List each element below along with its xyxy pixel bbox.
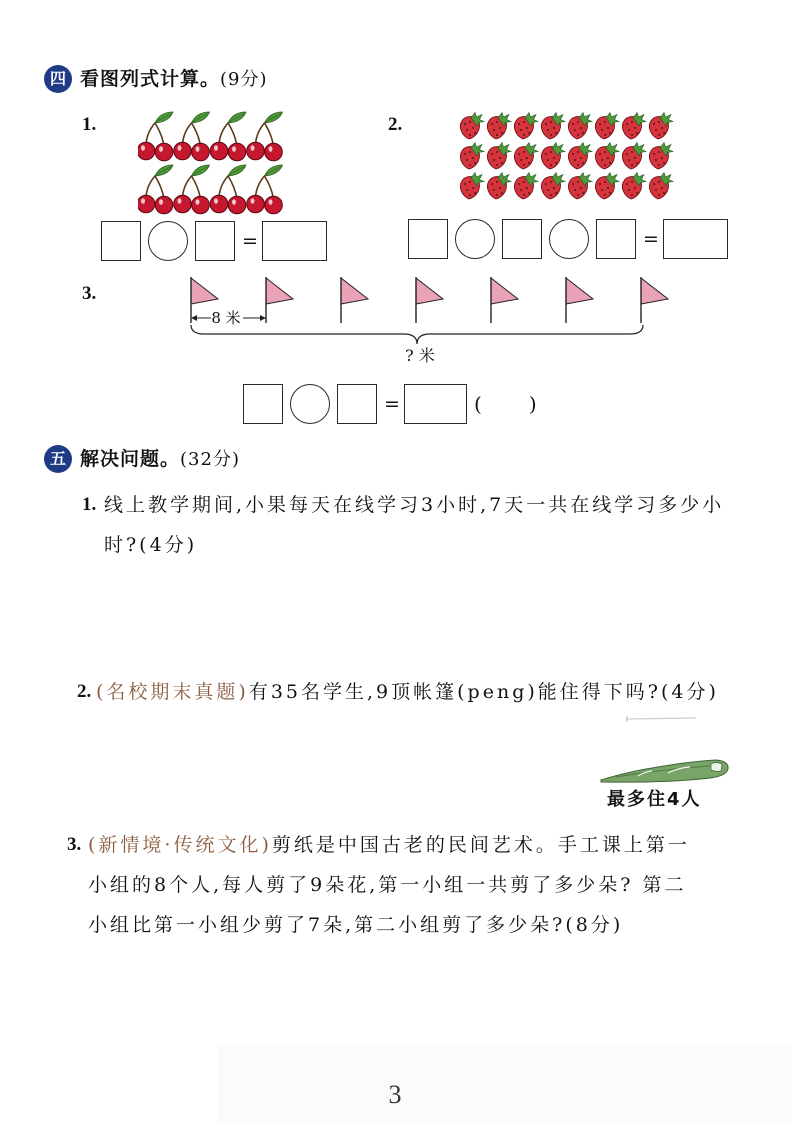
strawberry-seed bbox=[550, 194, 552, 196]
flag bbox=[566, 277, 593, 323]
answer-box bbox=[596, 219, 636, 259]
strawberry-seed bbox=[474, 162, 476, 164]
strawberry-seed bbox=[550, 151, 552, 153]
strawberry-seed bbox=[501, 132, 503, 134]
strawberry-seed bbox=[636, 192, 638, 194]
strawberry-seed bbox=[658, 164, 660, 166]
strawberry bbox=[460, 173, 484, 200]
scan-shade bbox=[218, 1046, 791, 1122]
strawberry-seed bbox=[547, 129, 549, 131]
strawberry-seed bbox=[599, 123, 601, 125]
cherry bbox=[265, 143, 283, 161]
strawberry-seed bbox=[493, 129, 495, 131]
strawberry-seed bbox=[545, 183, 547, 185]
strawberry-seed bbox=[628, 189, 630, 191]
strawberry-seed bbox=[572, 183, 574, 185]
strawberry-seed bbox=[574, 159, 576, 161]
strawberry-seed bbox=[634, 187, 636, 189]
strawberry-seed bbox=[469, 164, 471, 166]
question-number: 2. bbox=[77, 681, 92, 702]
result-box bbox=[663, 219, 728, 259]
question-text-line bbox=[96, 680, 728, 706]
strawberry-seed bbox=[604, 181, 606, 183]
cherry bbox=[210, 195, 228, 213]
question-text-line: 线上教学期间,小果每天在线学习3小时,7天一共在线学习多少小 bbox=[104, 494, 725, 516]
cherry-pair bbox=[247, 112, 283, 161]
question-text-line bbox=[88, 833, 728, 859]
cherry bbox=[210, 142, 228, 160]
arrow-head-right bbox=[260, 315, 266, 321]
strawberry-seed bbox=[547, 189, 549, 191]
strawberry-seed bbox=[626, 153, 628, 155]
flag-row bbox=[191, 277, 668, 323]
strawberry bbox=[649, 143, 673, 170]
strawberry bbox=[568, 173, 592, 200]
cherry bbox=[192, 196, 210, 214]
strawberry-seed bbox=[523, 134, 525, 136]
strawberry-seed bbox=[469, 194, 471, 196]
cherry-highlight bbox=[159, 146, 163, 152]
cherry-highlight bbox=[196, 199, 200, 205]
question-text-line: 时?(4分) bbox=[104, 534, 198, 556]
strawberry bbox=[595, 113, 619, 140]
strawberry-seed bbox=[469, 121, 471, 123]
answer-box bbox=[502, 219, 542, 259]
section-heading: 看图列式计算。 bbox=[80, 68, 221, 90]
strawberry-seed bbox=[572, 123, 574, 125]
strawberry-seed bbox=[491, 153, 493, 155]
cherry-highlight bbox=[141, 145, 145, 151]
strawberry-seed bbox=[553, 127, 555, 129]
strawberry bbox=[541, 143, 565, 170]
cherry-highlight bbox=[232, 146, 236, 152]
equation-row bbox=[408, 218, 728, 259]
strawberry-seed bbox=[631, 164, 633, 166]
strawberry bbox=[541, 173, 565, 200]
strawberry-seed bbox=[580, 157, 582, 159]
cherry-highlight bbox=[214, 198, 218, 204]
strawberry-seed bbox=[631, 134, 633, 136]
operator-circle bbox=[148, 221, 188, 261]
strawberry-seed bbox=[577, 121, 579, 123]
strawberry bbox=[568, 113, 592, 140]
equals-sign: = bbox=[242, 229, 258, 252]
strawberry-seed bbox=[464, 123, 466, 125]
page-number: 3 bbox=[388, 1080, 402, 1109]
strawberry-seed bbox=[553, 187, 555, 189]
cherries-picture bbox=[138, 110, 286, 216]
strawberry-seed bbox=[577, 194, 579, 196]
arrow-head-left bbox=[191, 315, 197, 321]
total-label: ? 米 bbox=[405, 346, 435, 365]
strawberry-seed bbox=[631, 181, 633, 183]
strawberry bbox=[460, 113, 484, 140]
cherry-highlight bbox=[141, 198, 145, 204]
strawberry-seed bbox=[496, 194, 498, 196]
unit-blank bbox=[489, 394, 522, 414]
strawberry-seed bbox=[655, 189, 657, 191]
strawberry-seed bbox=[655, 159, 657, 161]
strawberry-seed bbox=[626, 183, 628, 185]
strawberry-seed bbox=[464, 183, 466, 185]
strawberry-seed bbox=[655, 129, 657, 131]
question-number: 2. bbox=[388, 114, 403, 135]
flag-cloth bbox=[266, 278, 293, 304]
strawberry-seed bbox=[547, 159, 549, 161]
section-badge: 四 bbox=[44, 65, 72, 93]
cherry bbox=[228, 196, 246, 214]
strawberry-seed bbox=[607, 157, 609, 159]
strawberry-seed bbox=[609, 132, 611, 134]
strawberries-picture bbox=[458, 112, 678, 204]
strawberry-seed bbox=[599, 183, 601, 185]
strawberry-seed bbox=[658, 181, 660, 183]
strawberry-seed bbox=[658, 134, 660, 136]
strawberry-seed bbox=[628, 159, 630, 161]
operator-circle bbox=[290, 384, 330, 424]
cherry-highlight bbox=[269, 146, 273, 152]
strawberry-seed bbox=[582, 162, 584, 164]
answer-box bbox=[101, 221, 141, 261]
section-heading: 解决问题。 bbox=[80, 448, 181, 470]
strawberry-seed bbox=[474, 132, 476, 134]
question-text-line: 小组的8个人,每人剪了9朵花,第一小组一共剪了多少朵? 第二 bbox=[88, 874, 687, 896]
strawberry bbox=[487, 143, 511, 170]
strawberry-seed bbox=[553, 157, 555, 159]
cherry bbox=[174, 195, 192, 213]
strawberry bbox=[514, 113, 538, 140]
strawberry-seed bbox=[577, 151, 579, 153]
flag-cloth bbox=[491, 278, 518, 304]
strawberry-seed bbox=[663, 162, 665, 164]
tent-picture bbox=[598, 710, 730, 786]
strawberry-seed bbox=[496, 134, 498, 136]
flag bbox=[491, 277, 518, 323]
strawberry-seed bbox=[526, 127, 528, 129]
equals-sign: = bbox=[643, 227, 659, 250]
strawberry-seed bbox=[631, 121, 633, 123]
strawberry-seed bbox=[545, 123, 547, 125]
cherry-pair bbox=[210, 112, 246, 161]
strawberry-seed bbox=[577, 181, 579, 183]
strawberry-seed bbox=[604, 121, 606, 123]
strawberry-seed bbox=[555, 132, 557, 134]
strawberry-seed bbox=[496, 164, 498, 166]
cherry bbox=[247, 195, 265, 213]
equation-row bbox=[101, 220, 327, 261]
strawberry-seed bbox=[577, 134, 579, 136]
answer-box bbox=[408, 219, 448, 259]
strawberry-seed bbox=[661, 187, 663, 189]
strawberry-seed bbox=[523, 181, 525, 183]
answer-box bbox=[243, 384, 283, 424]
cherry-highlight bbox=[178, 198, 182, 204]
strawberry-seed bbox=[469, 134, 471, 136]
strawberry-seed bbox=[555, 162, 557, 164]
strawberry bbox=[460, 143, 484, 170]
strawberry-seed bbox=[528, 132, 530, 134]
strawberry bbox=[595, 173, 619, 200]
strawberry-seed bbox=[609, 162, 611, 164]
strawberry-seed bbox=[582, 132, 584, 134]
strawberry-seed bbox=[555, 192, 557, 194]
strawberry-seed bbox=[528, 192, 530, 194]
strawberry-seed bbox=[523, 194, 525, 196]
strawberry-seed bbox=[499, 127, 501, 129]
strawberry bbox=[514, 143, 538, 170]
strawberry-seed bbox=[528, 162, 530, 164]
strawberry-seed bbox=[466, 189, 468, 191]
section-title bbox=[80, 447, 240, 471]
figure-caption: 最多住4人 bbox=[607, 789, 702, 810]
strawberry bbox=[487, 173, 511, 200]
strawberry-seed bbox=[501, 192, 503, 194]
strawberry-seed bbox=[523, 151, 525, 153]
strawberry-seed bbox=[472, 127, 474, 129]
total-brace bbox=[191, 325, 643, 344]
strawberry-seed bbox=[491, 183, 493, 185]
flag-cloth bbox=[641, 278, 668, 304]
cherry-pair bbox=[210, 165, 246, 214]
flag-cloth bbox=[341, 278, 368, 304]
result-box bbox=[262, 221, 327, 261]
tent-door-icon bbox=[711, 763, 722, 772]
strawberry-seed bbox=[658, 121, 660, 123]
strawberry-seed bbox=[661, 127, 663, 129]
cherry bbox=[138, 195, 155, 213]
cherry-highlight bbox=[251, 198, 255, 204]
strawberry-seed bbox=[501, 162, 503, 164]
strawberry-seed bbox=[464, 153, 466, 155]
strawberry bbox=[541, 113, 565, 140]
strawberry-seed bbox=[520, 189, 522, 191]
cherry bbox=[155, 143, 173, 161]
strawberry bbox=[622, 113, 646, 140]
faint-line bbox=[626, 718, 696, 719]
strawberry-seed bbox=[658, 151, 660, 153]
strawberry-seed bbox=[580, 187, 582, 189]
cherry-highlight bbox=[196, 146, 200, 152]
strawberry-seed bbox=[496, 121, 498, 123]
distance-arrow bbox=[191, 309, 266, 327]
flag bbox=[341, 277, 368, 323]
cherry-highlight bbox=[214, 145, 218, 151]
answer-box bbox=[337, 384, 377, 424]
strawberry-seed bbox=[609, 192, 611, 194]
question-number: 3. bbox=[82, 283, 97, 304]
strawberry-seed bbox=[601, 129, 603, 131]
question-number: 3. bbox=[67, 834, 82, 855]
question-text: 剪纸是中国古老的民间艺术。手工课上第一 bbox=[271, 834, 690, 856]
strawberry-seed bbox=[572, 153, 574, 155]
flag-cloth bbox=[416, 278, 443, 304]
source-tag: (新情境·传统文化) bbox=[88, 834, 272, 856]
question-text-line: 小组比第一小组少剪了7朵,第二小组剪了多少朵?(8分) bbox=[88, 914, 624, 936]
strawberry-seed bbox=[663, 132, 665, 134]
strawberry bbox=[649, 113, 673, 140]
equals-sign: = bbox=[384, 392, 400, 415]
cherry-highlight bbox=[232, 199, 236, 205]
cherry-pair bbox=[247, 165, 283, 214]
strawberry-seed bbox=[520, 159, 522, 161]
strawberry-seed bbox=[599, 153, 601, 155]
source-tag: (名校期末真题) bbox=[96, 681, 249, 703]
strawberry-seed bbox=[626, 123, 628, 125]
flag bbox=[266, 277, 293, 323]
strawberry-seed bbox=[604, 134, 606, 136]
section-title bbox=[80, 67, 268, 91]
unit-paren-open: ( bbox=[474, 391, 482, 416]
strawberry-seed bbox=[499, 187, 501, 189]
strawberry-seed bbox=[661, 157, 663, 159]
strawberry-seed bbox=[636, 162, 638, 164]
strawberry-seed bbox=[663, 192, 665, 194]
cherry bbox=[174, 142, 192, 160]
strawberry-seed bbox=[601, 159, 603, 161]
strawberry-seed bbox=[634, 157, 636, 159]
cherry-pair bbox=[174, 165, 210, 214]
tent-icon bbox=[601, 760, 728, 782]
cherry bbox=[228, 143, 246, 161]
strawberry-seed bbox=[550, 164, 552, 166]
flag-cloth bbox=[191, 278, 218, 304]
section-score: (32分) bbox=[180, 449, 240, 470]
cherry-highlight bbox=[269, 199, 273, 205]
strawberry-seed bbox=[607, 187, 609, 189]
strawberry bbox=[622, 143, 646, 170]
strawberry-seed bbox=[653, 123, 655, 125]
cherry-highlight bbox=[159, 199, 163, 205]
strawberry-seed bbox=[634, 127, 636, 129]
strawberry bbox=[487, 113, 511, 140]
strawberry-seed bbox=[653, 183, 655, 185]
strawberry-seed bbox=[466, 129, 468, 131]
strawberry-seed bbox=[493, 159, 495, 161]
cherry bbox=[138, 142, 155, 160]
strawberry-seed bbox=[577, 164, 579, 166]
strawberry-seed bbox=[518, 123, 520, 125]
cherry bbox=[155, 196, 173, 214]
strawberry-seed bbox=[518, 153, 520, 155]
operator-circle bbox=[455, 219, 495, 259]
operator-circle bbox=[549, 219, 589, 259]
strawberry bbox=[568, 143, 592, 170]
strawberry-seed bbox=[601, 189, 603, 191]
strawberry-seed bbox=[574, 129, 576, 131]
gap-label: 8 米 bbox=[211, 309, 241, 327]
cherry bbox=[247, 142, 265, 160]
result-box bbox=[404, 384, 467, 424]
strawberry-seed bbox=[499, 157, 501, 159]
strawberry bbox=[649, 173, 673, 200]
strawberry-seed bbox=[636, 132, 638, 134]
strawberry-seed bbox=[628, 129, 630, 131]
question-number: 1. bbox=[82, 114, 97, 135]
strawberry-seed bbox=[653, 153, 655, 155]
cherry-pair bbox=[174, 112, 210, 161]
strawberry-seed bbox=[523, 121, 525, 123]
strawberry-seed bbox=[472, 157, 474, 159]
strawberry bbox=[595, 143, 619, 170]
strawberry-seed bbox=[550, 181, 552, 183]
strawberry-seed bbox=[658, 194, 660, 196]
answer-box bbox=[195, 221, 235, 261]
strawberry-seed bbox=[526, 187, 528, 189]
strawberry-seed bbox=[545, 153, 547, 155]
flag bbox=[416, 277, 443, 323]
section-score: (9分) bbox=[220, 69, 268, 90]
unit-paren-close: ) bbox=[528, 391, 537, 416]
strawberry-seed bbox=[550, 121, 552, 123]
equation-row bbox=[243, 383, 537, 424]
cherry-pair bbox=[138, 112, 173, 161]
cherry-highlight bbox=[178, 145, 182, 151]
cherry bbox=[265, 196, 283, 214]
strawberry-seed bbox=[631, 194, 633, 196]
strawberry-seed bbox=[491, 123, 493, 125]
cherry-highlight bbox=[251, 145, 255, 151]
strawberry-seed bbox=[496, 181, 498, 183]
strawberry-seed bbox=[607, 127, 609, 129]
cherry-pair bbox=[138, 165, 173, 214]
strawberry-seed bbox=[493, 189, 495, 191]
strawberry-seed bbox=[474, 192, 476, 194]
strawberry-seed bbox=[574, 189, 576, 191]
strawberry-seed bbox=[472, 187, 474, 189]
strawberry-seed bbox=[582, 192, 584, 194]
strawberry-seed bbox=[520, 129, 522, 131]
flag-cloth bbox=[566, 278, 593, 304]
strawberry-seed bbox=[631, 151, 633, 153]
cherry bbox=[192, 143, 210, 161]
strawberry-seed bbox=[604, 194, 606, 196]
strawberry-seed bbox=[469, 181, 471, 183]
strawberry-seed bbox=[604, 164, 606, 166]
strawberry-seed bbox=[604, 151, 606, 153]
strawberry-seed bbox=[469, 151, 471, 153]
strawberry-seed bbox=[580, 127, 582, 129]
flag bbox=[641, 277, 668, 323]
question-number: 1. bbox=[82, 494, 97, 515]
strawberry-seed bbox=[526, 157, 528, 159]
question-text: 有35名学生,9顶帐篷(peng)能住得下吗?(4分) bbox=[248, 681, 719, 703]
section-badge: 五 bbox=[44, 445, 72, 473]
strawberry-seed bbox=[496, 151, 498, 153]
strawberry-seed bbox=[523, 164, 525, 166]
strawberry bbox=[514, 173, 538, 200]
strawberry-seed bbox=[466, 159, 468, 161]
strawberry-seed bbox=[550, 134, 552, 136]
strawberry-seed bbox=[518, 183, 520, 185]
flags-picture bbox=[180, 270, 675, 370]
strawberry bbox=[622, 173, 646, 200]
